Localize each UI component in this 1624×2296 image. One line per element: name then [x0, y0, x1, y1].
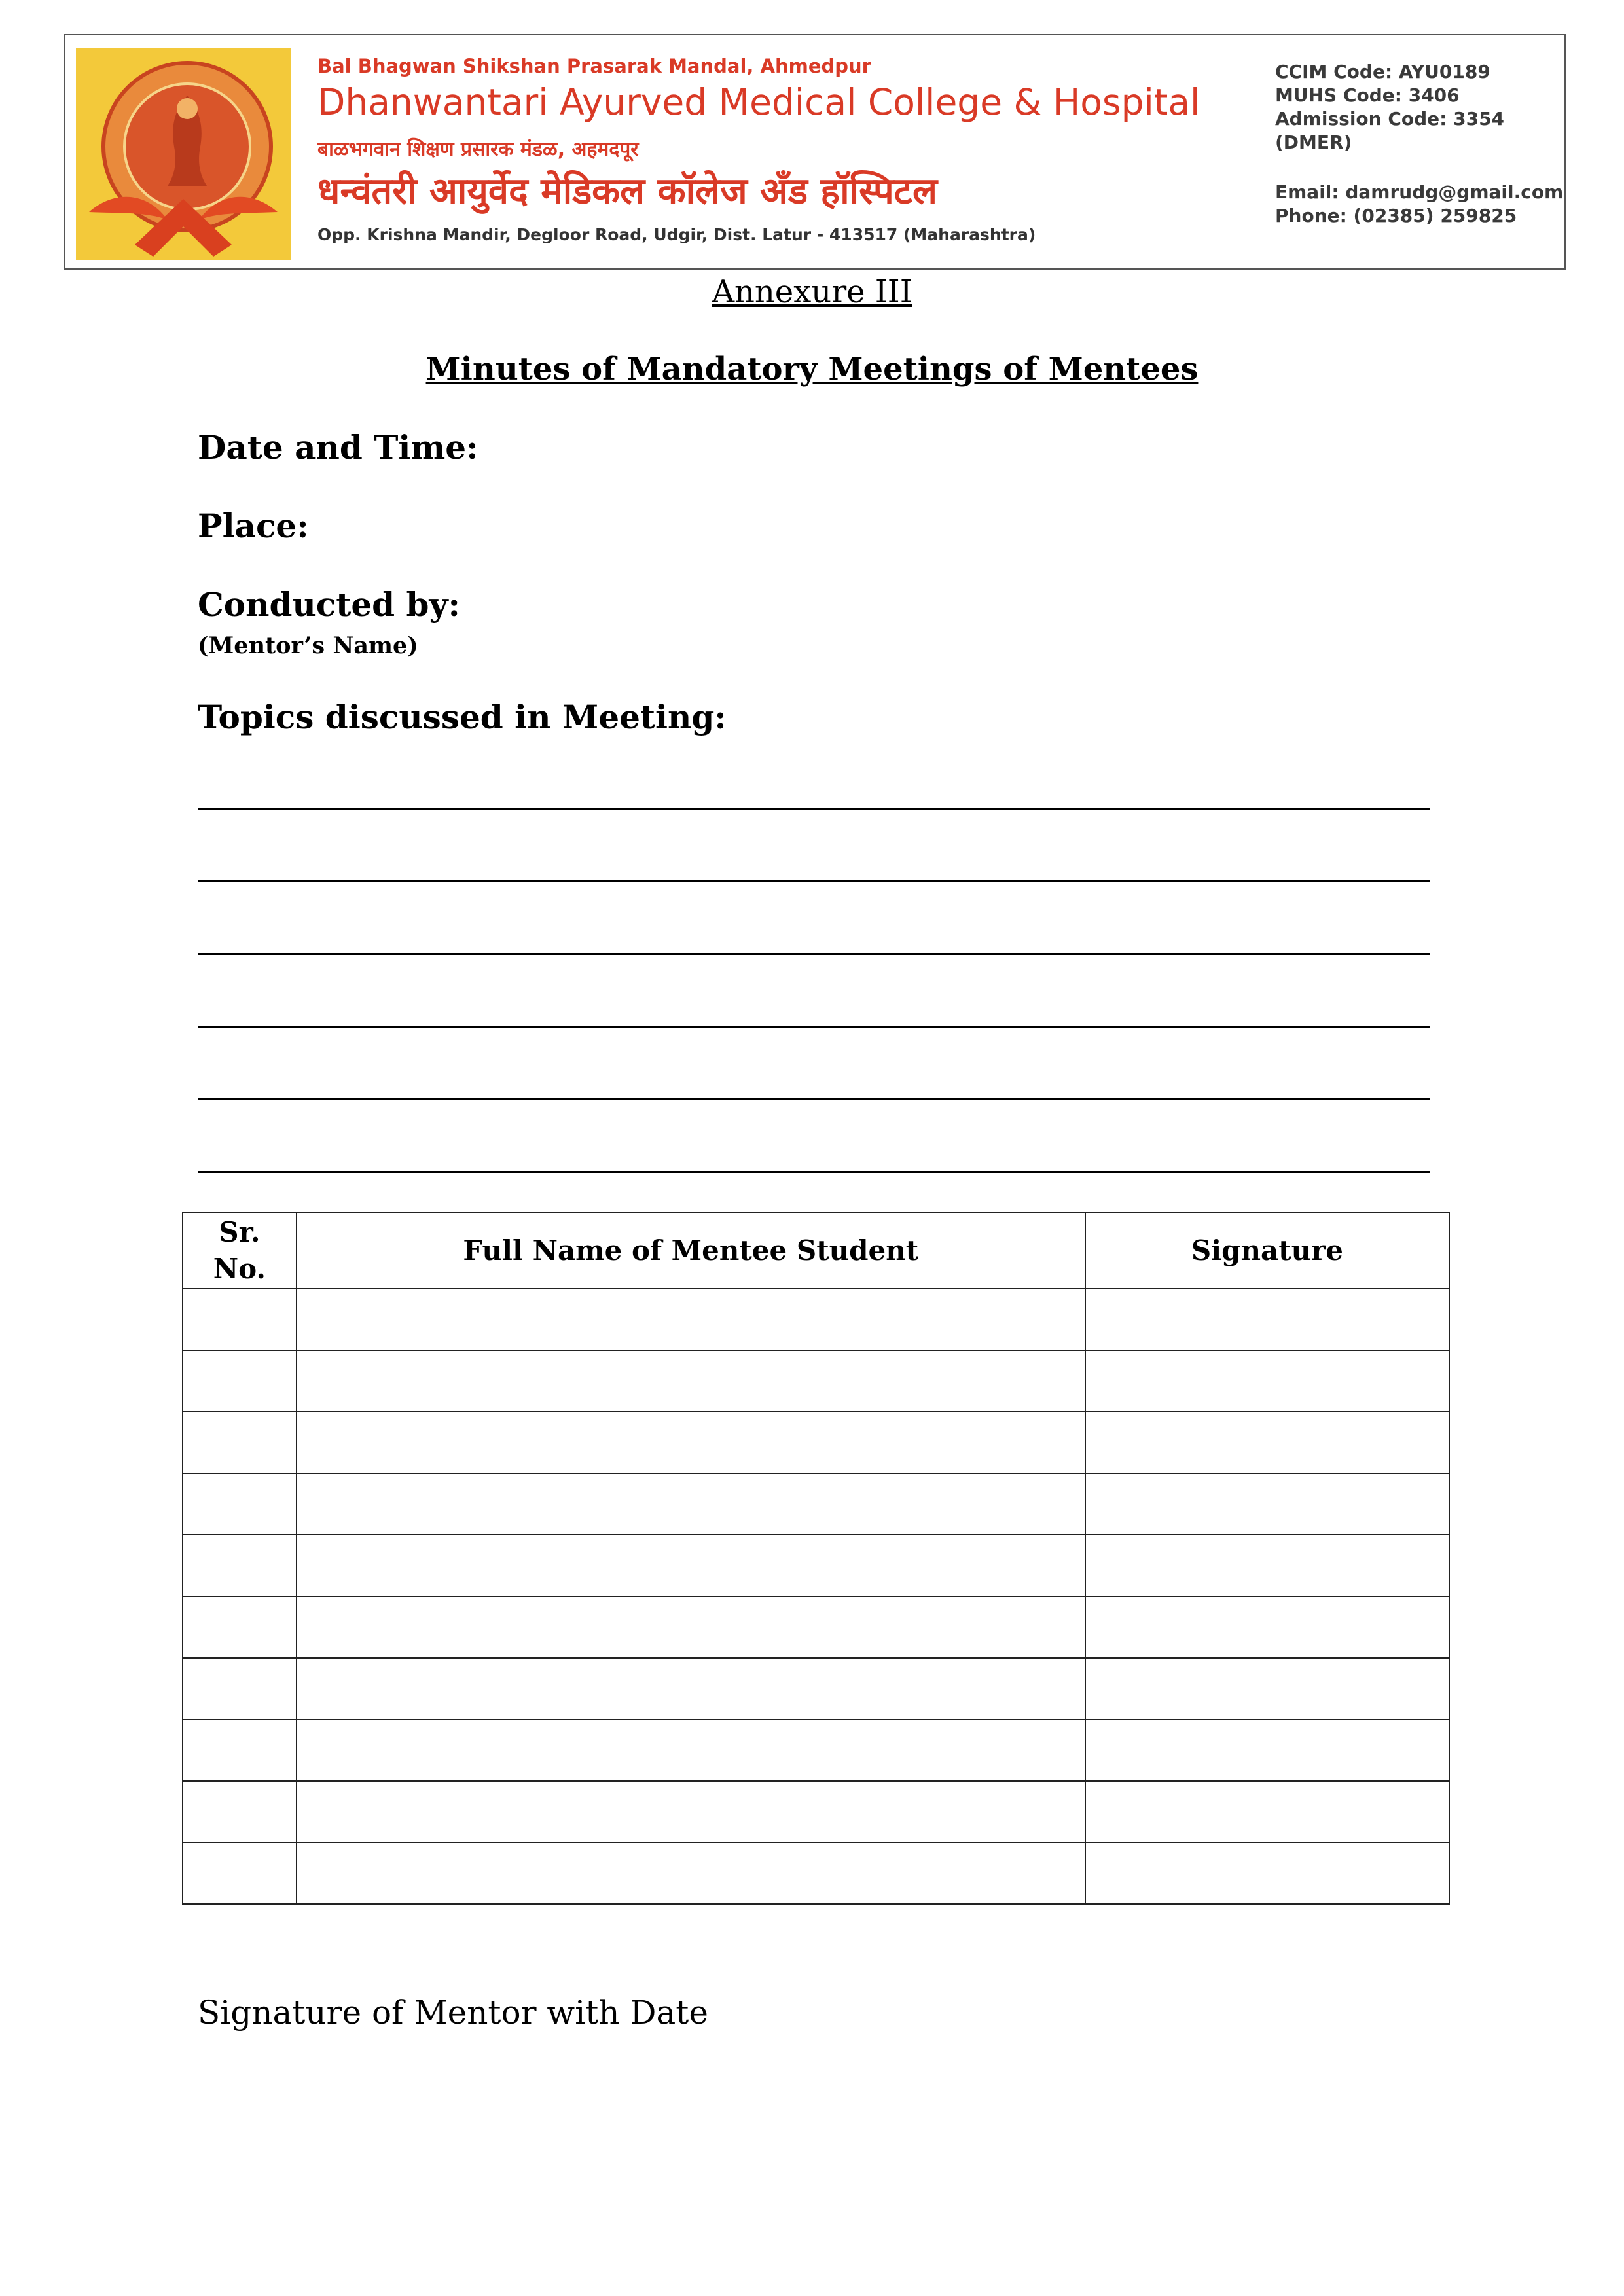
mentor-name-hint: (Mentor’s Name): [198, 632, 418, 659]
student-name-cell[interactable]: [297, 1781, 1085, 1842]
table-row: [183, 1473, 1449, 1535]
table-row: [183, 1596, 1449, 1658]
topics-line[interactable]: [198, 1171, 1430, 1173]
signature-cell[interactable]: [1085, 1350, 1449, 1412]
topics-line[interactable]: [198, 1098, 1430, 1100]
topics-line[interactable]: [198, 880, 1430, 882]
topics-label: Topics discussed in Meeting:: [198, 698, 727, 736]
student-name-cell[interactable]: [297, 1658, 1085, 1719]
signature-header: Signature: [1085, 1213, 1449, 1289]
table-header-row: [183, 1213, 1449, 1289]
mentee-table: [182, 1212, 1450, 1905]
table-row: [183, 1350, 1449, 1412]
sr-no-cell[interactable]: [183, 1842, 297, 1904]
table-row: [183, 1535, 1449, 1596]
muhs-code: MUHS Code: 3406: [1275, 84, 1460, 106]
page-title: Minutes of Mandatory Meetings of Mentees: [425, 351, 1199, 387]
institution-codes: [1275, 60, 1504, 154]
admission-code: Admission Code: 3354: [1275, 108, 1505, 130]
sr-no-cell[interactable]: [183, 1412, 297, 1473]
student-name-cell[interactable]: [297, 1596, 1085, 1658]
sr-no-cell[interactable]: [183, 1658, 297, 1719]
signature-cell[interactable]: [1085, 1412, 1449, 1473]
annexure-heading: Annexure III: [712, 274, 912, 310]
table-row: [183, 1289, 1449, 1350]
sr-no-cell[interactable]: [183, 1596, 297, 1658]
ccim-code: CCIM Code: AYU0189: [1275, 61, 1490, 82]
sr-no-cell[interactable]: [183, 1719, 297, 1781]
signature-cell[interactable]: [1085, 1842, 1449, 1904]
student-name-cell[interactable]: [297, 1842, 1085, 1904]
conducted-by-label: Conducted by:: [198, 585, 461, 624]
student-name-cell[interactable]: [297, 1719, 1085, 1781]
table-row: [183, 1781, 1449, 1842]
table-row: [183, 1719, 1449, 1781]
student-name-cell[interactable]: [297, 1473, 1085, 1535]
signature-cell[interactable]: [1085, 1535, 1449, 1596]
sr-no-cell[interactable]: [183, 1350, 297, 1412]
college-name-mr: धन्वंतरी आयुर्वेद मेडिकल कॉलेज अँड हॉस्पिटल: [317, 170, 937, 213]
table-row: [183, 1842, 1449, 1904]
student-name-cell[interactable]: [297, 1412, 1085, 1473]
signature-cell[interactable]: [1085, 1473, 1449, 1535]
signature-cell[interactable]: [1085, 1658, 1449, 1719]
student-name-cell[interactable]: [297, 1535, 1085, 1596]
sr-no-header: Sr. No.: [183, 1213, 297, 1289]
signature-cell[interactable]: [1085, 1596, 1449, 1658]
sr-no-cell[interactable]: [183, 1781, 297, 1842]
student-name-header: Full Name of Mentee Student: [297, 1213, 1085, 1289]
sr-no-cell[interactable]: [183, 1289, 297, 1350]
sr-no-cell[interactable]: [183, 1535, 297, 1596]
signature-cell[interactable]: [1085, 1719, 1449, 1781]
sr-no-cell[interactable]: [183, 1473, 297, 1535]
college-logo: [76, 48, 291, 260]
signature-cell[interactable]: [1085, 1289, 1449, 1350]
letterhead: [64, 34, 1566, 270]
table-row: [183, 1412, 1449, 1473]
society-name-en: Bal Bhagwan Shikshan Prasarak Mandal, Ahmedpur: [317, 55, 871, 77]
college-name-en: Dhanwantari Ayurved Medical College & Hospital: [317, 81, 1200, 123]
table-row: [183, 1658, 1449, 1719]
topics-line[interactable]: [198, 1026, 1430, 1028]
date-time-label: Date and Time:: [198, 428, 478, 467]
place-label: Place:: [198, 507, 309, 545]
student-name-cell[interactable]: [297, 1350, 1085, 1412]
signature-cell[interactable]: [1085, 1781, 1449, 1842]
contact-info: [1275, 181, 1563, 228]
student-name-cell[interactable]: [297, 1289, 1085, 1350]
dmer-label: (DMER): [1275, 132, 1352, 153]
topics-line[interactable]: [198, 808, 1430, 810]
mentor-signature-label: Signature of Mentor with Date: [198, 1994, 708, 2032]
society-name-mr: बाळभगवान शिक्षण प्रसारक मंडळ, अहमदपूर: [317, 138, 639, 161]
topics-line[interactable]: [198, 953, 1430, 955]
email-text: Email: damrudg@gmail.com: [1275, 181, 1564, 203]
college-address: Opp. Krishna Mandir, Degloor Road, Udgir, Dist. Latur - 413517 (Maharashtra): [317, 225, 1036, 244]
phone-text: Phone: (02385) 259825: [1275, 205, 1517, 226]
